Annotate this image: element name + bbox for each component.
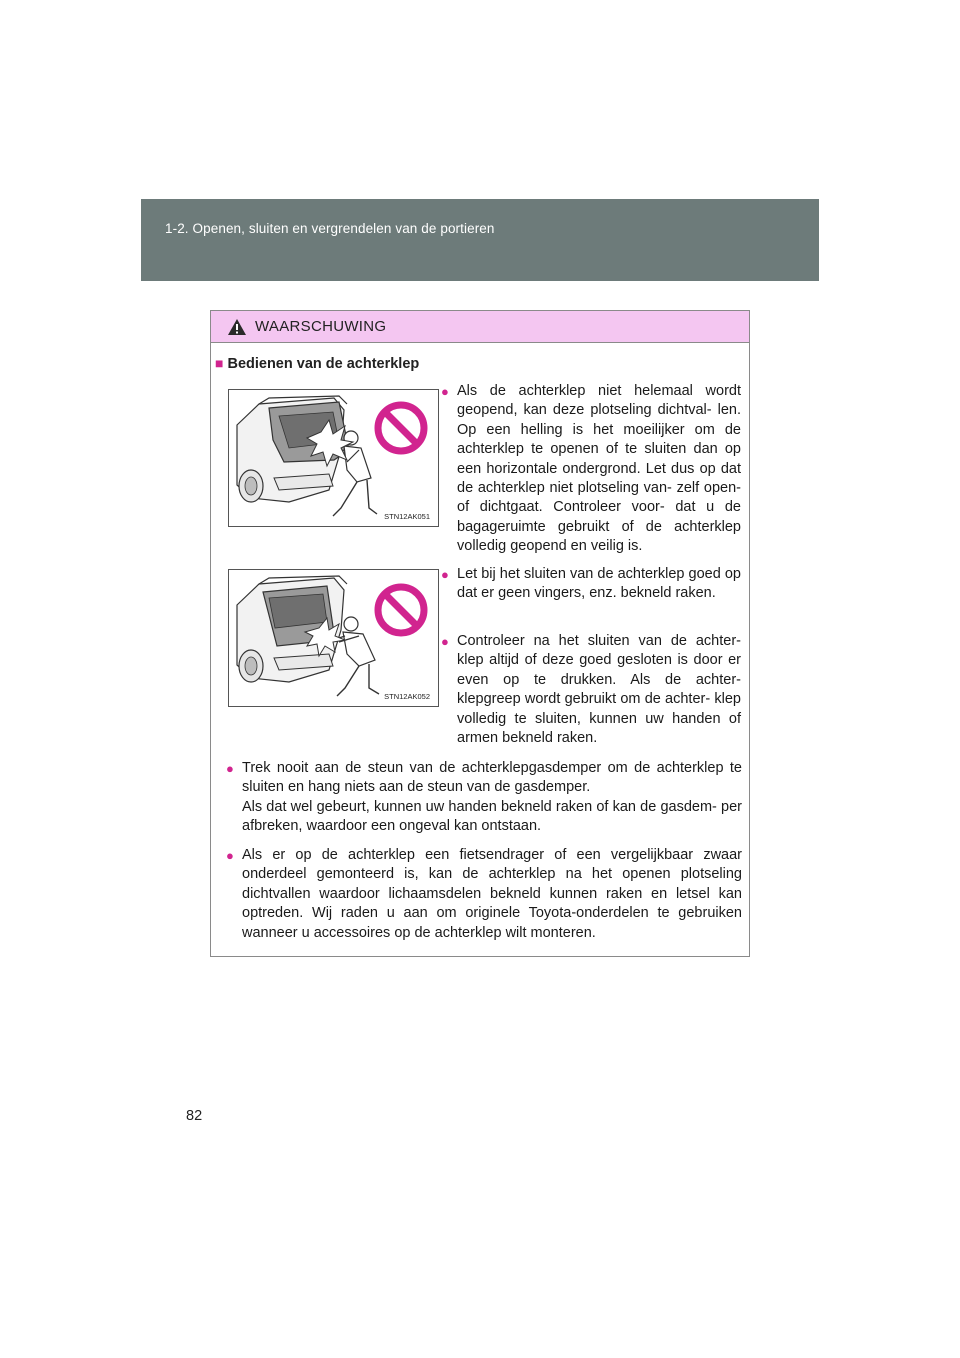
- bullet-item: [441, 632, 741, 748]
- bullet-text: Let bij het sluiten van de achterklep goed op dat er geen vingers, enz. bekneld raken.: [457, 566, 741, 602]
- chapter-header-band: [141, 199, 819, 281]
- page-number: 82: [186, 1108, 203, 1124]
- illustration-tailgate-falling: [228, 389, 439, 527]
- bullet-text: Trek nooit aan de steun van de achterklepgasdemper om de achterklep te sluiten en hang niets aan de steun van de gasdemper.: [242, 760, 742, 796]
- figure-id: STN12AK051: [384, 512, 430, 521]
- bullet-marker: ●: [441, 567, 449, 582]
- car-tailgate-illustration: [229, 390, 438, 526]
- warning-title: WAARSCHUWING: [255, 318, 387, 335]
- bullet-item: [226, 846, 742, 943]
- section-marker: ■: [215, 355, 224, 371]
- bullet-item: [441, 565, 741, 604]
- figure-id: STN12AK052: [384, 692, 430, 701]
- bullet-text: Controleer na het sluiten van de achter- klep altijd of deze goed gesloten is door er even op te drukken. Als de achter- klepgreep wordt gebruikt om de achter- klep volledig te sluiten, kunnen uw handen of armen bekneld raken.: [457, 633, 741, 747]
- warning-triangle-icon: [227, 318, 247, 336]
- bullet-marker: ●: [226, 848, 234, 863]
- bullet-text: Als de achterklep niet helemaal wordt geopend, kan deze plotseling dichtval- len. Op een helling is het moeilijker om de achterklep te openen of te sluiten dan op een horizontale ondergrond. Let dus op dat de achterklep niet plotseling van- zelf open- of dichtgaat. Controleer voor- dat u de bagageruimte gebruikt of de achterklep volledig geopend en veilig is.: [457, 383, 741, 555]
- section-title: Bedienen van de achterklep: [227, 356, 420, 372]
- bullet-item: [441, 382, 741, 557]
- warning-header: [211, 311, 749, 343]
- bullet-marker: ●: [441, 634, 449, 649]
- bullet-text-continued: Als dat wel gebeurt, kunnen uw handen bekneld raken of kan de gasdem- per afbreken, waardoor een ongeval kan ontstaan.: [242, 798, 742, 835]
- illustration-fingers-caught: [228, 569, 439, 707]
- bullet-marker: ●: [226, 761, 234, 776]
- bullet-text: Als er op de achterklep een fietsendrager of een vergelijkbaar zwaar onderdeel gemonteerd is, kan de achterklep na het openen plotseling dichtvallen waardoor lichaamsdelen bekneld kunnen raken en letsel kan optreden. Wij raden u aan om originele Toyota-onderdelen te gebruiken wanneer u accessoires op de achterklep wilt monteren.: [242, 847, 742, 941]
- bullet-item: [226, 759, 742, 837]
- chapter-title: 1-2. Openen, sluiten en vergrendelen van de portieren: [165, 221, 495, 236]
- warning-box: [210, 310, 750, 957]
- car-tailgate-illustration: [229, 570, 438, 706]
- bullet-marker: ●: [441, 384, 449, 399]
- section-heading: [215, 355, 419, 372]
